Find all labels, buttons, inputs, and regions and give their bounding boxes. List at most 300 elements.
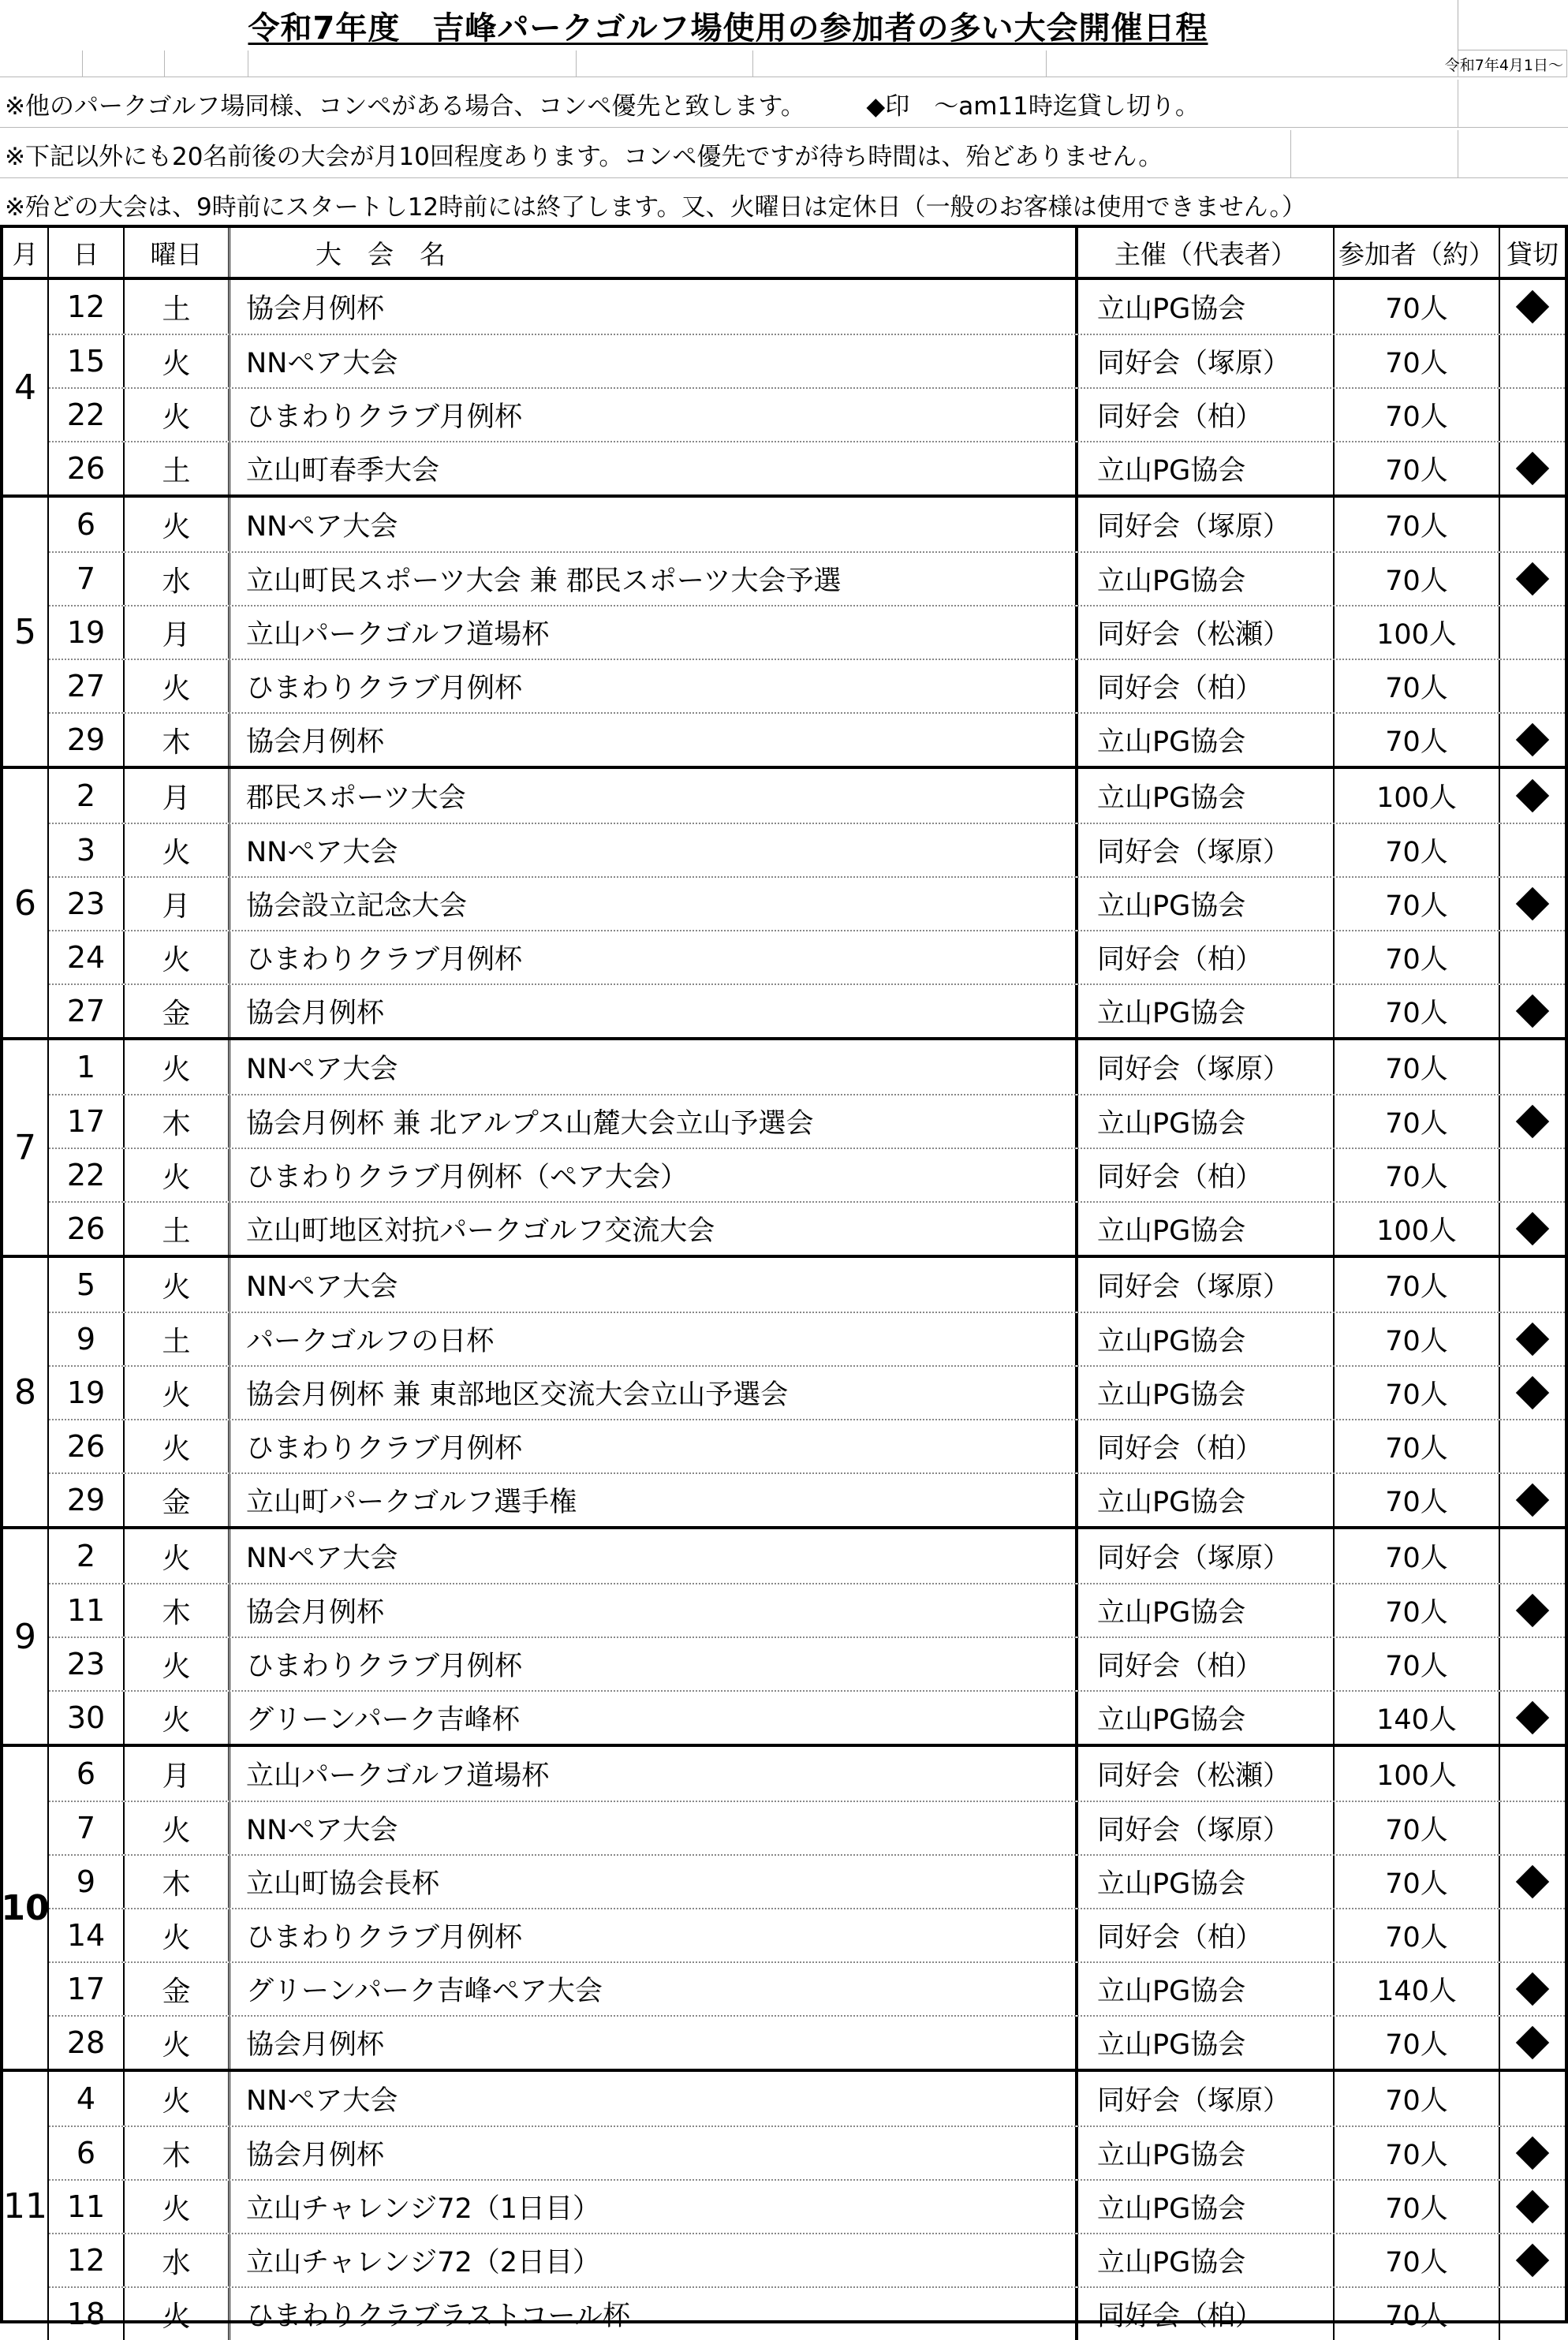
reserved-diamond-icon xyxy=(1516,2137,1549,2170)
participants-cell: 140人 xyxy=(1335,1963,1500,2015)
day-cell: 7 xyxy=(49,1802,125,1854)
day-cell: 14 xyxy=(49,1909,125,1961)
participants-cell: 70人 xyxy=(1335,1095,1500,1148)
participants-cell: 100人 xyxy=(1335,606,1500,659)
day-cell: 28 xyxy=(49,2017,125,2069)
participants-cell: 70人 xyxy=(1335,2127,1500,2179)
participants-cell: 70人 xyxy=(1335,335,1500,387)
table-row xyxy=(49,876,1565,930)
day-cell: 6 xyxy=(49,2127,125,2179)
day-cell: 1 xyxy=(49,1040,125,1094)
organizer-cell: 同好会（柏） xyxy=(1077,931,1335,983)
weekday-cell: 火 xyxy=(125,1149,230,1201)
weekday-cell: 火 xyxy=(125,389,230,441)
reserved-cell xyxy=(1500,498,1565,551)
reserved-cell xyxy=(1500,1149,1565,1201)
organizer-cell: 立山PG協会 xyxy=(1077,1313,1335,1365)
header-day: 日 xyxy=(49,228,125,277)
table-row xyxy=(49,769,1565,823)
table-row xyxy=(49,1258,1565,1312)
reserved-diamond-icon xyxy=(1516,2244,1549,2277)
organizer-cell: 同好会（塚原） xyxy=(1077,824,1335,876)
day-cell: 26 xyxy=(49,442,125,494)
organizer-cell: 同好会（塚原） xyxy=(1077,335,1335,387)
reserved-cell xyxy=(1500,2288,1565,2340)
reserved-cell xyxy=(1500,1909,1565,1961)
weekday-cell: 火 xyxy=(125,2181,230,2233)
organizer-cell: 立山PG協会 xyxy=(1077,2127,1335,2179)
weekday-cell: 金 xyxy=(125,1474,230,1526)
reserved-cell xyxy=(1500,1040,1565,1094)
organizer-cell: 立山PG協会 xyxy=(1077,769,1335,823)
day-cell: 30 xyxy=(49,1692,125,1744)
weekday-cell: 火 xyxy=(125,1692,230,1744)
tournament-name-cell: 立山チャレンジ72（2日目） xyxy=(230,2234,1077,2286)
day-cell: 11 xyxy=(49,2181,125,2233)
month-label: 11 xyxy=(3,2072,49,2340)
table-row xyxy=(49,2015,1565,2069)
weekday-cell: 木 xyxy=(125,2127,230,2179)
month-label: 7 xyxy=(3,1040,49,1255)
organizer-cell: 立山PG協会 xyxy=(1077,2017,1335,2069)
day-cell: 5 xyxy=(49,1258,125,1312)
participants-cell: 70人 xyxy=(1335,1529,1500,1583)
organizer-cell: 同好会（塚原） xyxy=(1077,1802,1335,1854)
table-row xyxy=(49,1801,1565,1854)
weekday-cell: 木 xyxy=(125,714,230,766)
organizer-cell: 立山PG協会 xyxy=(1077,1856,1335,1908)
day-cell: 22 xyxy=(49,1149,125,1201)
tournament-name-cell: グリーンパーク吉峰ペア大会 xyxy=(230,1963,1077,2015)
reserved-diamond-icon xyxy=(1516,1483,1549,1517)
reserved-diamond-icon xyxy=(1516,562,1549,595)
reserved-cell xyxy=(1500,824,1565,876)
weekday-cell: 金 xyxy=(125,1963,230,2015)
tournament-name-cell: 協会月例杯 xyxy=(230,2127,1077,2179)
day-cell: 6 xyxy=(49,498,125,551)
day-cell: 19 xyxy=(49,606,125,659)
reserved-cell xyxy=(1500,878,1565,930)
table-row xyxy=(49,983,1565,1037)
participants-cell: 70人 xyxy=(1335,1367,1500,1419)
organizer-cell: 同好会（塚原） xyxy=(1077,1040,1335,1094)
organizer-cell: 立山PG協会 xyxy=(1077,1692,1335,1744)
table-row xyxy=(49,334,1565,387)
reserved-cell xyxy=(1500,1963,1565,2015)
weekday-cell: 木 xyxy=(125,1856,230,1908)
reserved-cell xyxy=(1500,2072,1565,2125)
month-label: 6 xyxy=(3,769,49,1037)
tournament-name-cell: パークゴルフの日杯 xyxy=(230,1313,1077,1365)
tournament-name-cell: NNペア大会 xyxy=(230,1529,1077,1583)
table-row xyxy=(49,280,1565,334)
weekday-cell: 火 xyxy=(125,1420,230,1472)
month-group xyxy=(3,2069,1565,2340)
weekday-cell: 金 xyxy=(125,985,230,1037)
day-cell: 9 xyxy=(49,1313,125,1365)
reserved-cell xyxy=(1500,2127,1565,2179)
participants-cell: 70人 xyxy=(1335,442,1500,494)
title-row xyxy=(0,0,1568,50)
participants-cell: 70人 xyxy=(1335,1802,1500,1854)
participants-cell: 70人 xyxy=(1335,1856,1500,1908)
title-side-cell xyxy=(1458,0,1567,50)
weekday-cell: 月 xyxy=(125,1747,230,1801)
table-row xyxy=(49,1419,1565,1472)
participants-cell: 70人 xyxy=(1335,1584,1500,1637)
participants-cell: 70人 xyxy=(1335,553,1500,605)
organizer-cell: 同好会（柏） xyxy=(1077,2288,1335,2340)
participants-cell: 70人 xyxy=(1335,2288,1500,2340)
month-group xyxy=(3,1255,1565,1526)
day-cell: 26 xyxy=(49,1203,125,1255)
table-row xyxy=(49,1148,1565,1201)
note-row xyxy=(0,80,1568,128)
weekday-cell: 土 xyxy=(125,1313,230,1365)
day-cell: 6 xyxy=(49,1747,125,1801)
reserved-diamond-icon xyxy=(1516,1376,1549,1409)
organizer-cell: 同好会（塚原） xyxy=(1077,498,1335,551)
organizer-cell: 立山PG協会 xyxy=(1077,1367,1335,1419)
table-row xyxy=(49,441,1565,494)
participants-cell: 100人 xyxy=(1335,769,1500,823)
page-title: 令和7年度 吉峰パークゴルフ場使用の参加者の多い大会開催日程 xyxy=(248,9,1208,47)
table-row xyxy=(49,2125,1565,2179)
participants-cell: 140人 xyxy=(1335,1692,1500,1744)
date-row xyxy=(0,50,1568,77)
tournament-name-cell: NNペア大会 xyxy=(230,824,1077,876)
day-cell: 12 xyxy=(49,280,125,334)
reserved-diamond-icon xyxy=(1516,995,1549,1028)
reserved-cell xyxy=(1500,714,1565,766)
day-cell: 15 xyxy=(49,335,125,387)
day-cell: 29 xyxy=(49,1474,125,1526)
weekday-cell: 土 xyxy=(125,442,230,494)
header-participants: 参加者（約） xyxy=(1335,228,1500,277)
participants-cell: 70人 xyxy=(1335,1474,1500,1526)
tournament-name-cell: 協会設立記念大会 xyxy=(230,878,1077,930)
tournament-name-cell: ひまわりクラブ月例杯 xyxy=(230,660,1077,712)
tournament-name-cell: 立山パークゴルフ道場杯 xyxy=(230,606,1077,659)
weekday-cell: 月 xyxy=(125,606,230,659)
participants-cell: 70人 xyxy=(1335,1909,1500,1961)
reserved-cell xyxy=(1500,606,1565,659)
tournament-name-cell: NNペア大会 xyxy=(230,1802,1077,1854)
participants-cell: 70人 xyxy=(1335,2234,1500,2286)
day-cell: 22 xyxy=(49,389,125,441)
organizer-cell: 同好会（塚原） xyxy=(1077,1529,1335,1583)
participants-cell: 70人 xyxy=(1335,931,1500,983)
tournament-name-cell: NNペア大会 xyxy=(230,335,1077,387)
reserved-diamond-icon xyxy=(1516,1701,1549,1734)
reserved-cell xyxy=(1500,389,1565,441)
table-row xyxy=(49,1472,1565,1526)
note-row xyxy=(0,130,1568,178)
reserved-diamond-icon xyxy=(1516,1594,1549,1627)
weekday-cell: 火 xyxy=(125,1529,230,1583)
tournament-name-cell: 協会月例杯 xyxy=(230,1584,1077,1637)
reserved-cell xyxy=(1500,1474,1565,1526)
weekday-cell: 土 xyxy=(125,1203,230,1255)
reserved-cell xyxy=(1500,442,1565,494)
weekday-cell: 火 xyxy=(125,335,230,387)
tournament-name-cell: 協会月例杯 xyxy=(230,985,1077,1037)
tournament-name-cell: NNペア大会 xyxy=(230,2072,1077,2125)
grid-cell xyxy=(164,50,248,77)
tournament-name-cell: NNペア大会 xyxy=(230,1258,1077,1312)
day-cell: 7 xyxy=(49,553,125,605)
grid-cell xyxy=(752,50,1047,77)
tournament-name-cell: ひまわりクラブ月例杯 xyxy=(230,1638,1077,1690)
table-row xyxy=(49,2179,1565,2233)
organizer-cell: 同好会（柏） xyxy=(1077,660,1335,712)
organizer-cell: 同好会（柏） xyxy=(1077,1909,1335,1961)
weekday-cell: 火 xyxy=(125,2072,230,2125)
tournament-name-cell: 立山チャレンジ72（1日目） xyxy=(230,2181,1077,2233)
weekday-cell: 火 xyxy=(125,1638,230,1690)
weekday-cell: 水 xyxy=(125,2234,230,2286)
participants-cell: 70人 xyxy=(1335,1313,1500,1365)
weekday-cell: 火 xyxy=(125,2288,230,2340)
header-organizer: 主催（代表者） xyxy=(1077,228,1335,277)
header-name: 大 会 名 xyxy=(230,228,1077,277)
month-label: 9 xyxy=(3,1529,49,1744)
participants-cell: 70人 xyxy=(1335,985,1500,1037)
day-cell: 17 xyxy=(49,1963,125,2015)
tournament-name-cell: 立山町パークゴルフ選手権 xyxy=(230,1474,1077,1526)
schedule-table xyxy=(0,225,1568,2333)
weekday-cell: 土 xyxy=(125,280,230,334)
tournament-name-cell: 立山町春季大会 xyxy=(230,442,1077,494)
table-row xyxy=(49,1690,1565,1744)
participants-cell: 70人 xyxy=(1335,878,1500,930)
reserved-cell xyxy=(1500,985,1565,1037)
organizer-cell: 立山PG協会 xyxy=(1077,553,1335,605)
tournament-name-cell: 立山町協会長杯 xyxy=(230,1856,1077,1908)
reserved-diamond-icon xyxy=(1516,290,1549,323)
day-cell: 24 xyxy=(49,931,125,983)
reserved-cell xyxy=(1500,1420,1565,1472)
table-row xyxy=(49,1747,1565,1801)
cell-divider xyxy=(1290,130,1291,178)
organizer-cell: 立山PG協会 xyxy=(1077,985,1335,1037)
organizer-cell: 立山PG協会 xyxy=(1077,1203,1335,1255)
tournament-name-cell: グリーンパーク吉峰杯 xyxy=(230,1692,1077,1744)
participants-cell: 70人 xyxy=(1335,2017,1500,2069)
reserved-cell xyxy=(1500,2181,1565,2233)
note-text: ※殆どの大会は、9時前にスタートし12時前には終了します。又、火曜日は定休日（一般のお客様は使用できません。） xyxy=(5,193,1307,222)
month-label: 4 xyxy=(3,280,49,494)
weekday-cell: 木 xyxy=(125,1095,230,1148)
tournament-name-cell: 立山町地区対抗パークゴルフ交流大会 xyxy=(230,1203,1077,1255)
weekday-cell: 火 xyxy=(125,498,230,551)
table-row xyxy=(49,387,1565,441)
reserved-cell xyxy=(1500,553,1565,605)
table-row xyxy=(49,1094,1565,1148)
reserved-diamond-icon xyxy=(1516,887,1549,920)
organizer-cell: 立山PG協会 xyxy=(1077,1963,1335,2015)
organizer-cell: 立山PG協会 xyxy=(1077,1584,1335,1637)
participants-cell: 70人 xyxy=(1335,2181,1500,2233)
reserved-cell xyxy=(1500,1258,1565,1312)
table-row xyxy=(49,1961,1565,2015)
month-group xyxy=(3,1526,1565,1744)
day-cell: 17 xyxy=(49,1095,125,1148)
reserved-diamond-icon xyxy=(1516,2026,1549,2059)
grid-cell xyxy=(82,50,165,77)
organizer-cell: 同好会（柏） xyxy=(1077,1638,1335,1690)
table-row xyxy=(49,1854,1565,1908)
day-cell: 23 xyxy=(49,878,125,930)
row-divider xyxy=(0,177,1568,178)
tournament-name-cell: ひまわりクラブ月例杯 xyxy=(230,931,1077,983)
month-group xyxy=(3,1744,1565,2069)
participants-cell: 100人 xyxy=(1335,1747,1500,1801)
weekday-cell: 火 xyxy=(125,1802,230,1854)
reserved-cell xyxy=(1500,1584,1565,1637)
participants-cell: 70人 xyxy=(1335,1149,1500,1201)
reserved-diamond-icon xyxy=(1516,723,1549,756)
participants-cell: 70人 xyxy=(1335,714,1500,766)
weekday-cell: 火 xyxy=(125,1367,230,1419)
organizer-cell: 同好会（松瀬） xyxy=(1077,1747,1335,1801)
reserved-cell xyxy=(1500,2017,1565,2069)
organizer-cell: 立山PG協会 xyxy=(1077,1474,1335,1526)
reserved-cell xyxy=(1500,1529,1565,1583)
month-label: 10 xyxy=(3,1747,49,2069)
month-label: 5 xyxy=(3,498,49,766)
table-row xyxy=(49,2072,1565,2125)
weekday-cell: 火 xyxy=(125,824,230,876)
tournament-name-cell: NNペア大会 xyxy=(230,1040,1077,1094)
participants-cell: 70人 xyxy=(1335,824,1500,876)
reserved-diamond-icon xyxy=(1516,452,1549,485)
participants-cell: 70人 xyxy=(1335,389,1500,441)
day-cell: 18 xyxy=(49,2288,125,2340)
weekday-cell: 火 xyxy=(125,660,230,712)
tournament-name-cell: 立山パークゴルフ道場杯 xyxy=(230,1747,1077,1801)
table-header xyxy=(3,228,1565,280)
note-text: ※他のパークゴルフ場同様、コンペがある場合、コンペ優先と致します。 ◆印 ～am11時迄貸し切り。 xyxy=(5,92,1200,121)
day-cell: 27 xyxy=(49,985,125,1037)
participants-cell: 70人 xyxy=(1335,1638,1500,1690)
tournament-name-cell: ひまわりクラブラストコール杯 xyxy=(230,2288,1077,2340)
tournament-name-cell: ひまわりクラブ月例杯 xyxy=(230,389,1077,441)
weekday-cell: 火 xyxy=(125,931,230,983)
organizer-cell: 立山PG協会 xyxy=(1077,878,1335,930)
day-cell: 4 xyxy=(49,2072,125,2125)
reserved-cell xyxy=(1500,660,1565,712)
day-cell: 2 xyxy=(49,769,125,823)
grid-cell xyxy=(248,50,577,77)
participants-cell: 70人 xyxy=(1335,1258,1500,1312)
effective-date: 令和7年4月1日～ xyxy=(1444,57,1563,74)
tournament-name-cell: ひまわりクラブ月例杯 xyxy=(230,1420,1077,1472)
reserved-cell xyxy=(1500,1856,1565,1908)
reserved-cell xyxy=(1500,280,1565,334)
day-cell: 23 xyxy=(49,1638,125,1690)
organizer-cell: 同好会（柏） xyxy=(1077,389,1335,441)
weekday-cell: 水 xyxy=(125,553,230,605)
table-row xyxy=(49,498,1565,551)
reserved-cell xyxy=(1500,931,1565,983)
reserved-diamond-icon xyxy=(1516,1212,1549,1245)
organizer-cell: 立山PG協会 xyxy=(1077,442,1335,494)
weekday-cell: 火 xyxy=(125,1909,230,1961)
table-row xyxy=(49,823,1565,876)
grid-cell xyxy=(1046,50,1458,77)
grid-cell xyxy=(576,50,753,77)
table-row xyxy=(49,1583,1565,1637)
reserved-diamond-icon xyxy=(1516,1105,1549,1138)
day-cell: 27 xyxy=(49,660,125,712)
participants-cell: 70人 xyxy=(1335,660,1500,712)
reserved-cell xyxy=(1500,2234,1565,2286)
header-weekday: 曜日 xyxy=(125,228,230,277)
reserved-cell xyxy=(1500,769,1565,823)
reserved-cell xyxy=(1500,1802,1565,1854)
day-cell: 11 xyxy=(49,1584,125,1637)
organizer-cell: 立山PG協会 xyxy=(1077,280,1335,334)
table-row xyxy=(49,605,1565,659)
month-group xyxy=(3,1037,1565,1255)
organizer-cell: 立山PG協会 xyxy=(1077,1095,1335,1148)
day-cell: 19 xyxy=(49,1367,125,1419)
table-row xyxy=(49,1312,1565,1365)
weekday-cell: 火 xyxy=(125,2017,230,2069)
header-reserved: 貸切 xyxy=(1506,238,1559,270)
reserved-diamond-icon xyxy=(1516,1972,1549,2006)
weekday-cell: 月 xyxy=(125,878,230,930)
reserved-cell xyxy=(1500,1638,1565,1690)
month-group xyxy=(3,280,1565,494)
reserved-cell xyxy=(1500,1367,1565,1419)
organizer-cell: 立山PG協会 xyxy=(1077,2181,1335,2233)
note-row xyxy=(0,181,1568,229)
table-row xyxy=(49,712,1565,766)
table-row xyxy=(49,1365,1565,1419)
table-row xyxy=(49,2233,1565,2286)
table-row xyxy=(49,1908,1565,1961)
tournament-name-cell: ひまわりクラブ月例杯（ペア大会） xyxy=(230,1149,1077,1201)
reserved-cell xyxy=(1500,1692,1565,1744)
grid-cell xyxy=(0,50,83,77)
weekday-cell: 木 xyxy=(125,1584,230,1637)
organizer-cell: 同好会（松瀬） xyxy=(1077,606,1335,659)
organizer-cell: 同好会（塚原） xyxy=(1077,1258,1335,1312)
row-divider xyxy=(0,127,1568,128)
participants-cell: 100人 xyxy=(1335,1203,1500,1255)
organizer-cell: 立山PG協会 xyxy=(1077,2234,1335,2286)
month-group xyxy=(3,494,1565,766)
table-row xyxy=(49,1201,1565,1255)
participants-cell: 70人 xyxy=(1335,280,1500,334)
organizer-cell: 同好会（塚原） xyxy=(1077,2072,1335,2125)
month-group xyxy=(3,766,1565,1037)
tournament-name-cell: 協会月例杯 兼 東部地区交流大会立山予選会 xyxy=(230,1367,1077,1419)
table-row xyxy=(49,1637,1565,1690)
reserved-diamond-icon xyxy=(1516,2190,1549,2223)
reserved-cell xyxy=(1500,1203,1565,1255)
weekday-cell: 月 xyxy=(125,769,230,823)
participants-cell: 70人 xyxy=(1335,2072,1500,2125)
day-cell: 29 xyxy=(49,714,125,766)
tournament-name-cell: 協会月例杯 兼 北アルプス山麓大会立山予選会 xyxy=(230,1095,1077,1148)
day-cell: 3 xyxy=(49,824,125,876)
tournament-name-cell: 協会月例杯 xyxy=(230,714,1077,766)
table-row xyxy=(49,930,1565,983)
weekday-cell: 火 xyxy=(125,1040,230,1094)
